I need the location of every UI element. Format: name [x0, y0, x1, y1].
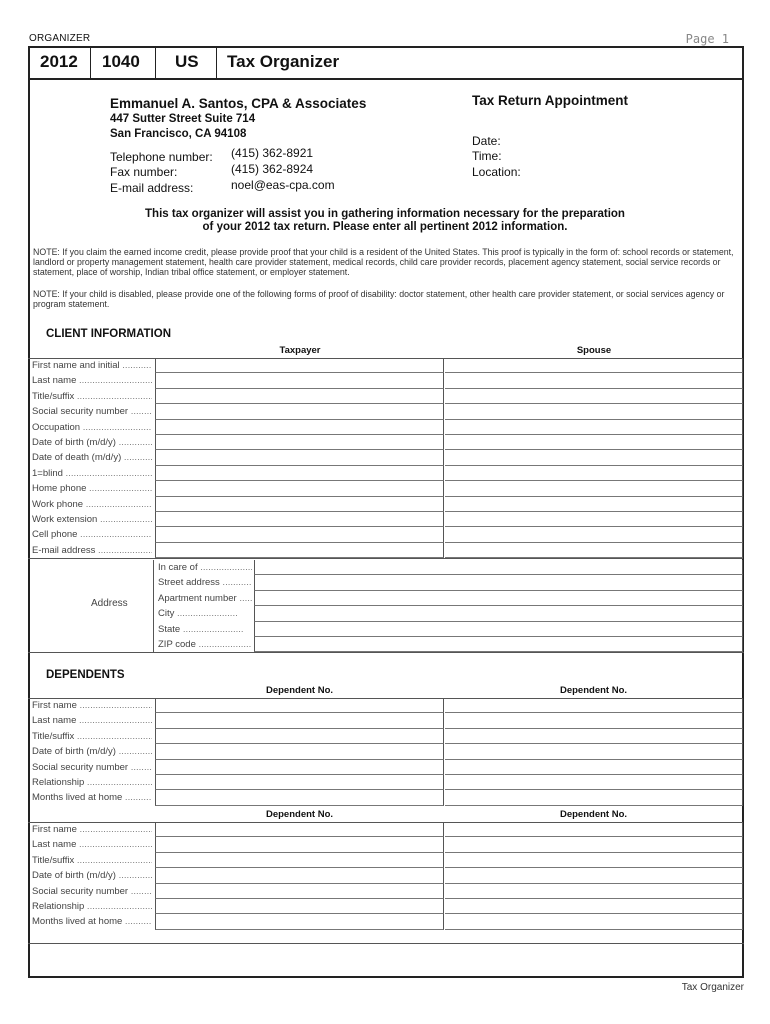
- page-number: Page 1: [685, 32, 729, 46]
- address-field-label: Street address .....: [158, 576, 252, 590]
- appointment-date: Date:: [472, 134, 501, 148]
- dependent-field[interactable]: [155, 760, 444, 775]
- field-label: Last name .....: [32, 374, 152, 388]
- field-label: Work phone .....: [32, 498, 152, 512]
- dependent-field-label: Months lived at home .....: [32, 915, 152, 929]
- col-dependent: Dependent No.: [559, 685, 628, 696]
- dependent-field[interactable]: [445, 868, 743, 883]
- dependent-field-label: Last name .....: [32, 838, 152, 852]
- client-info-heading: CLIENT INFORMATION: [46, 328, 171, 340]
- dependent-field-label: Date of birth (m/d/y) .....: [32, 745, 152, 759]
- dependent-field-label: Relationship .....: [32, 776, 152, 790]
- note-eic: NOTE: If you claim the earned income credit, please provide proof that your child is a resident of the United States. This proof is typically in the form of: school records or statement, landlord or property management statement, health care provider statement, medical records, child care provider records, placement agency statement, social service records or statement, place of worship, Indian tribal office statement, or employer statement.: [33, 247, 734, 277]
- dependent-field[interactable]: [155, 822, 444, 837]
- spouse-field[interactable]: [445, 466, 743, 481]
- spouse-field[interactable]: [445, 497, 743, 512]
- taxpayer-field[interactable]: [155, 466, 444, 481]
- taxpayer-field[interactable]: [155, 512, 444, 527]
- address-field[interactable]: [254, 637, 743, 652]
- spouse-field[interactable]: [445, 481, 743, 496]
- col-dependent: Dependent No.: [265, 809, 334, 820]
- organizer-label: ORGANIZER: [29, 33, 91, 44]
- dependent-field[interactable]: [155, 713, 444, 728]
- dependent-field[interactable]: [445, 729, 743, 744]
- spouse-field[interactable]: [445, 435, 743, 450]
- dependent-field[interactable]: [445, 837, 743, 852]
- field-label: 1=blind .....: [32, 467, 152, 481]
- spouse-field[interactable]: [445, 373, 743, 388]
- form-number: 1040: [102, 52, 140, 71]
- address-field-label: State .....: [158, 623, 252, 637]
- dependent-field[interactable]: [155, 868, 444, 883]
- dependent-field[interactable]: [445, 884, 743, 899]
- taxpayer-field[interactable]: [155, 450, 444, 465]
- dependent-field-label: Social security number .....: [32, 885, 152, 899]
- dependent-field[interactable]: [155, 790, 444, 805]
- grid-line: [28, 652, 744, 653]
- intro-line-2: of your 2012 tax return. Please enter all pertinent 2012 information.: [202, 221, 568, 233]
- field-label: Date of birth (m/d/y) .....: [32, 436, 152, 450]
- email-value: noel@eas-cpa.com: [231, 178, 335, 192]
- tax-year: 2012: [40, 52, 78, 71]
- appointment-title: Tax Return Appointment: [472, 93, 628, 108]
- taxpayer-field[interactable]: [155, 527, 444, 542]
- dependent-field[interactable]: [155, 884, 444, 899]
- dependent-field-label: Social security number .....: [32, 761, 152, 775]
- title-divider: [155, 46, 156, 78]
- appointment-location: Location:: [472, 165, 521, 179]
- col-dependent: Dependent No.: [265, 685, 334, 696]
- form-title: Tax Organizer: [227, 52, 340, 71]
- dependents-heading: DEPENDENTS: [46, 669, 125, 681]
- dependent-field[interactable]: [445, 790, 743, 805]
- taxpayer-field[interactable]: [155, 420, 444, 435]
- dependent-field-label: Title/suffix .....: [32, 730, 152, 744]
- address-field-label: City .....: [158, 607, 252, 621]
- dependent-field[interactable]: [445, 899, 743, 914]
- dependent-field[interactable]: [155, 853, 444, 868]
- footer-label: Tax Organizer: [681, 982, 744, 993]
- country-code: US: [175, 52, 199, 71]
- spouse-field[interactable]: [445, 404, 743, 419]
- field-label: First name and initial .....: [32, 359, 152, 373]
- dependent-field[interactable]: [155, 899, 444, 914]
- dependent-field[interactable]: [445, 914, 743, 929]
- dependent-field-label: First name .....: [32, 699, 152, 713]
- email-label: E-mail address:: [110, 181, 194, 195]
- dependent-field[interactable]: [155, 914, 444, 929]
- taxpayer-field[interactable]: [155, 481, 444, 496]
- fax-label: Fax number:: [110, 165, 178, 179]
- spouse-field[interactable]: [445, 358, 743, 373]
- dependent-field[interactable]: [155, 775, 444, 790]
- taxpayer-field[interactable]: [155, 497, 444, 512]
- dependent-field-label: Last name .....: [32, 714, 152, 728]
- dependent-field[interactable]: [445, 853, 743, 868]
- dependent-field[interactable]: [445, 760, 743, 775]
- field-label: Social security number .....: [32, 405, 152, 419]
- firm-street: 447 Sutter Street Suite 714: [110, 113, 256, 125]
- address-field[interactable]: [254, 606, 743, 621]
- spouse-field[interactable]: [445, 450, 743, 465]
- phone-label: Telephone number:: [110, 150, 213, 164]
- address-field[interactable]: [254, 591, 743, 606]
- phone-value: (415) 362-8921: [231, 146, 314, 160]
- taxpayer-field[interactable]: [155, 389, 444, 404]
- dependent-field[interactable]: [445, 822, 743, 837]
- dependent-field-label: First name .....: [32, 823, 152, 837]
- dependent-field-label: Relationship .....: [32, 900, 152, 914]
- field-label: Work extension .....: [32, 513, 152, 527]
- note-disability: NOTE: If your child is disabled, please provide one of the following forms of proof of disability: doctor statement, other health care provider statement, or social services agency or program statement.: [33, 289, 725, 309]
- firm-city: San Francisco, CA 94108: [110, 128, 247, 140]
- dependent-field[interactable]: [445, 744, 743, 759]
- appointment-time: Time:: [472, 149, 502, 163]
- dependent-field[interactable]: [445, 713, 743, 728]
- intro-line-1: This tax organizer will assist you in gathering information necessary for the preparation: [145, 208, 625, 220]
- address-label: Address: [91, 598, 128, 609]
- address-field[interactable]: [254, 575, 743, 590]
- taxpayer-field[interactable]: [155, 435, 444, 450]
- bottom-divider: [28, 943, 744, 944]
- spouse-field[interactable]: [445, 420, 743, 435]
- address-field-label: Apartment number .....: [158, 592, 252, 606]
- field-label: Title/suffix .....: [32, 390, 152, 404]
- firm-name: Emmanuel A. Santos, CPA & Associates: [110, 96, 367, 111]
- dependent-field[interactable]: [445, 775, 743, 790]
- address-divider: [153, 560, 154, 652]
- address-field-label: In care of .....: [158, 561, 252, 575]
- field-label: Home phone .....: [32, 482, 152, 496]
- col-dependent: Dependent No.: [559, 809, 628, 820]
- field-label: E-mail address .....: [32, 544, 152, 558]
- fax-value: (415) 362-8924: [231, 162, 314, 176]
- spouse-field[interactable]: [445, 527, 743, 542]
- title-divider: [216, 46, 217, 78]
- address-field-label: ZIP code .....: [158, 638, 252, 652]
- dependent-field[interactable]: [445, 698, 743, 713]
- spouse-field[interactable]: [445, 543, 743, 558]
- dependent-field[interactable]: [155, 837, 444, 852]
- col-spouse: Spouse: [576, 345, 612, 356]
- field-label: Date of death (m/d/y) .....: [32, 451, 152, 465]
- field-label: Cell phone .....: [32, 528, 152, 542]
- taxpayer-field[interactable]: [155, 543, 444, 558]
- taxpayer-field[interactable]: [155, 404, 444, 419]
- address-field[interactable]: [254, 622, 743, 637]
- title-divider: [90, 46, 91, 78]
- dependent-field[interactable]: [155, 698, 444, 713]
- taxpayer-field[interactable]: [155, 358, 444, 373]
- field-label: Occupation .....: [32, 421, 152, 435]
- dependent-field-label: Title/suffix .....: [32, 854, 152, 868]
- address-field[interactable]: [254, 560, 743, 575]
- dependent-field[interactable]: [155, 729, 444, 744]
- dependent-field[interactable]: [155, 744, 444, 759]
- spouse-field[interactable]: [445, 389, 743, 404]
- spouse-field[interactable]: [445, 512, 743, 527]
- col-taxpayer: Taxpayer: [279, 345, 321, 356]
- title-bar: [28, 46, 744, 80]
- dependent-field-label: Date of birth (m/d/y) .....: [32, 869, 152, 883]
- taxpayer-field[interactable]: [155, 373, 444, 388]
- dependent-field-label: Months lived at home .....: [32, 791, 152, 805]
